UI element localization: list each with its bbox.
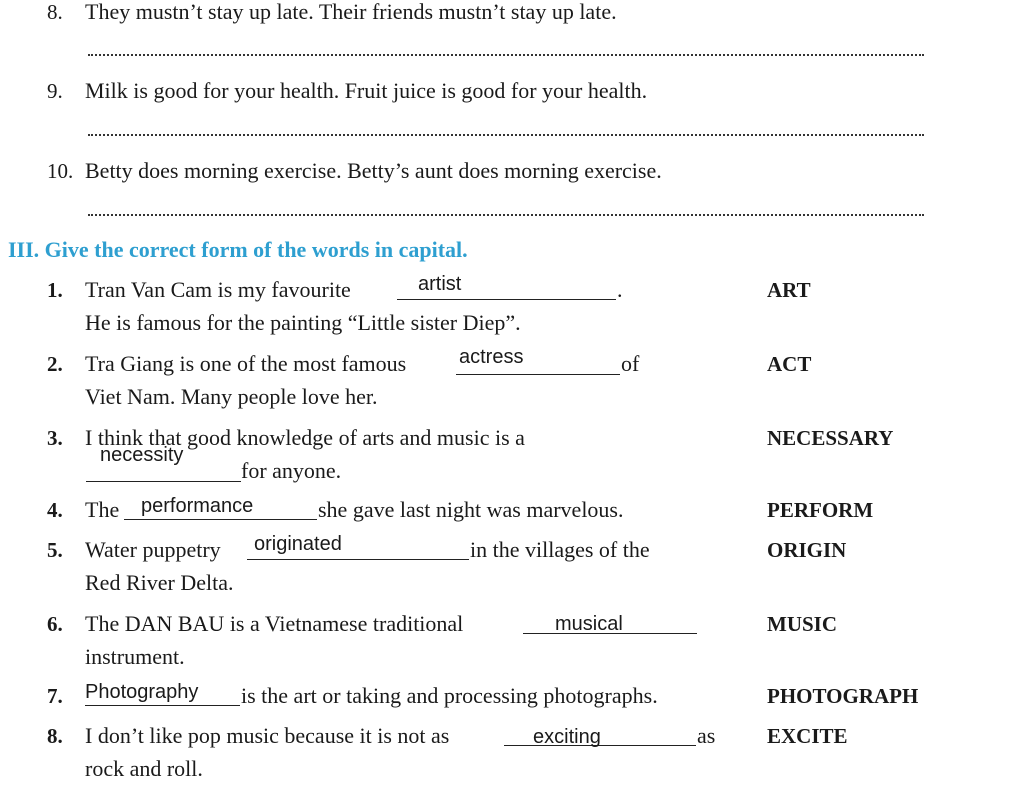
item-text: I don’t like pop music because it is not as	[85, 723, 450, 748]
answer-blank[interactable]	[85, 705, 240, 706]
keyword: MUSIC	[767, 612, 838, 636]
answer-blank[interactable]	[124, 519, 317, 520]
answer-text: musical	[555, 613, 623, 635]
keyword: ART	[767, 278, 811, 302]
item-text-continued: He is famous for the painting “Little sister Diep”.	[85, 310, 521, 335]
answer-text: exciting	[533, 726, 601, 748]
item-text: The	[85, 497, 120, 522]
item-text: is the art or taking and processing photographs.	[241, 683, 658, 708]
answer-blank[interactable]	[397, 299, 616, 300]
item-text: of	[621, 351, 640, 376]
answer-dotted-line[interactable]	[88, 214, 924, 216]
item-text-continued: Viet Nam. Many people love her.	[85, 384, 378, 409]
keyword: ORIGIN	[767, 538, 847, 562]
item-number: 6.	[47, 612, 63, 636]
answer-dotted-line[interactable]	[88, 54, 924, 56]
item-text: Water puppetry	[85, 537, 221, 562]
answer-blank[interactable]	[86, 481, 241, 482]
item-number: 1.	[47, 278, 63, 302]
item-text: as	[697, 723, 716, 748]
answer-blank[interactable]	[247, 559, 469, 560]
item-text-continued: Red River Delta.	[85, 570, 234, 595]
item-text: I think that good knowledge of arts and music is a	[85, 425, 525, 450]
item-number: 8.	[47, 724, 63, 748]
item-number: 4.	[47, 498, 63, 522]
item-text: for anyone.	[241, 458, 342, 483]
item-number: 7.	[47, 684, 63, 708]
item-number: 9.	[47, 79, 63, 103]
item-number: 2.	[47, 352, 63, 376]
section-heading: III. Give the correct form of the words in capital.	[8, 237, 468, 262]
item-sentence: They mustn’t stay up late. Their friends mustn’t stay up late.	[85, 0, 617, 24]
item-text: The DAN BAU is a Vietnamese traditional	[85, 611, 464, 636]
item-text: .	[617, 277, 623, 302]
answer-text: Photography	[85, 681, 199, 703]
keyword: PERFORM	[767, 498, 874, 522]
answer-text: necessity	[100, 444, 184, 466]
answer-text: originated	[254, 533, 342, 555]
item-text-continued: instrument.	[85, 644, 185, 669]
item-text: Tra Giang is one of the most famous	[85, 351, 407, 376]
item-number: 5.	[47, 538, 63, 562]
item-number: 10.	[47, 159, 74, 183]
item-text: Tran Van Cam is my favourite	[85, 277, 351, 302]
item-text-continued: rock and roll.	[85, 756, 203, 781]
keyword: ACT	[767, 352, 812, 376]
answer-text: artist	[418, 273, 462, 295]
answer-dotted-line[interactable]	[88, 134, 924, 136]
item-text: she gave last night was marvelous.	[318, 497, 624, 522]
item-number: 8.	[47, 0, 63, 24]
answer-blank[interactable]	[456, 374, 620, 375]
keyword: NECESSARY	[767, 426, 894, 450]
item-text: in the villages of the	[470, 537, 650, 562]
item-sentence: Betty does morning exercise. Betty’s aunt does morning exercise.	[85, 158, 662, 183]
answer-text: actress	[459, 346, 524, 368]
item-number: 3.	[47, 426, 63, 450]
item-sentence: Milk is good for your health. Fruit juice is good for your health.	[85, 78, 648, 103]
keyword: EXCITE	[767, 724, 848, 748]
keyword: PHOTOGRAPH	[767, 684, 919, 708]
answer-text: performance	[141, 495, 254, 517]
